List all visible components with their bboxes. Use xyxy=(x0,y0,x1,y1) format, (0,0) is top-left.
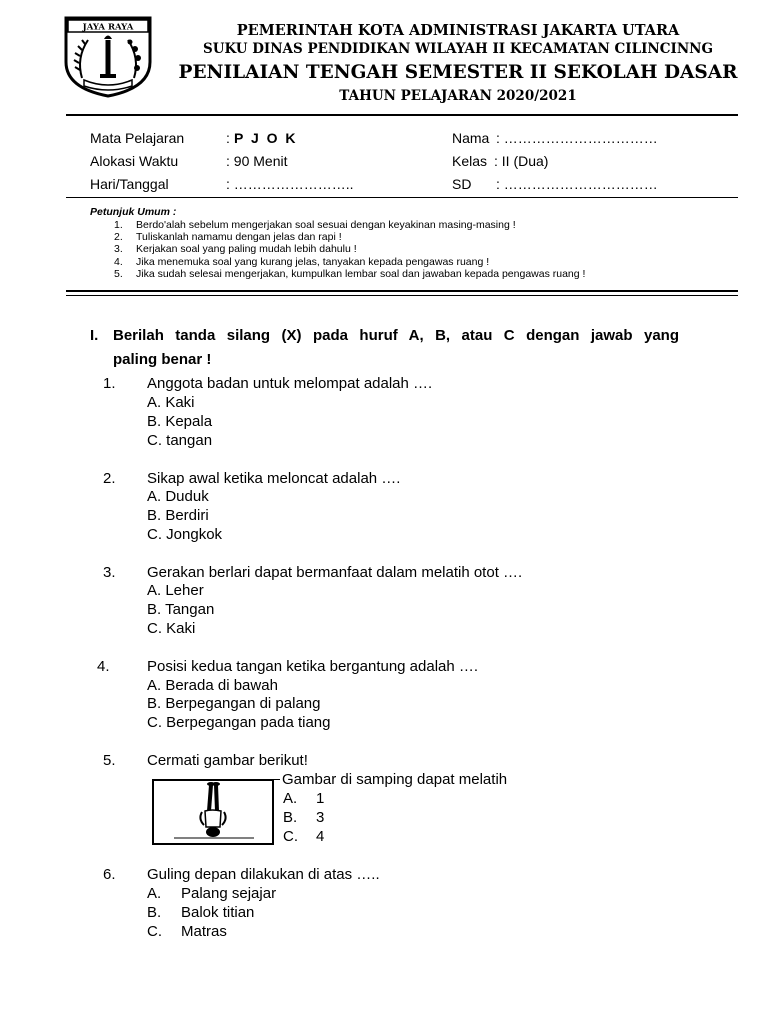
instructions-divider-top xyxy=(66,290,738,292)
time-value: : 90 Menit xyxy=(226,153,288,169)
instructions-divider-bottom xyxy=(66,295,738,296)
instruction-num: 4. xyxy=(114,256,123,268)
question-number: 1. xyxy=(103,375,116,392)
shoulder-stand-illustration xyxy=(152,779,274,845)
instruction-num: 3. xyxy=(114,243,123,255)
answer-option-value[interactable]: 4 xyxy=(316,828,325,845)
question-number: 2. xyxy=(103,470,116,487)
header-divider xyxy=(66,114,738,116)
answer-option[interactable]: C. xyxy=(147,923,162,940)
instruction-text: Tuliskanlah namamu dengan jelas dan rapi ! xyxy=(136,231,342,243)
name-label: Nama xyxy=(452,130,490,146)
answer-option-value[interactable]: Matras xyxy=(181,923,227,940)
answer-option[interactable]: A. Berada di bawah xyxy=(147,677,278,694)
header-agency-line: SUKU DINAS PENDIDIKAN WILAYAH II KECAMATAN CILINCINNG xyxy=(202,41,714,57)
instruction-num: 2. xyxy=(114,231,123,243)
answer-option[interactable]: A. Duduk xyxy=(147,488,209,505)
answer-option-value[interactable]: 3 xyxy=(316,809,325,826)
answer-option[interactable]: A. xyxy=(283,790,298,807)
subject-colon: : xyxy=(226,130,230,146)
section-instruction: Berilah tanda silang (X) pada huruf A, B, atau C dengan jawab yang xyxy=(113,327,679,344)
answer-option[interactable]: B. Kepala xyxy=(147,413,213,430)
question-text: Gerakan berlari dapat bermanfaat dalam melatih otot …. xyxy=(147,564,523,581)
answer-option[interactable]: A. Kaki xyxy=(147,394,195,411)
answer-option[interactable]: C. Kaki xyxy=(147,620,196,637)
school-label: SD xyxy=(452,176,472,192)
school-field[interactable]: : …………………………… xyxy=(496,176,658,192)
info-divider xyxy=(66,197,738,198)
exam-title: PENILAIAN TENGAH SEMESTER II SEKOLAH DASAR xyxy=(178,62,738,83)
instruction-text: Berdo'alah sebelum mengerjakan soal sesuai dengan keyakinan masing-masing ! xyxy=(136,219,516,231)
instruction-text: Jika sudah selesai mengerjakan, kumpulkan lembar soal dan jawaban kepada pengawas ruang ! xyxy=(136,268,586,280)
connector-line xyxy=(266,779,280,780)
answer-option[interactable]: B. Berdiri xyxy=(147,507,209,524)
answer-option[interactable]: C. Jongkok xyxy=(147,526,223,543)
answer-option-value[interactable]: 1 xyxy=(316,790,325,807)
question-text: Cermati gambar berikut! xyxy=(147,752,308,769)
day-label: Hari/Tanggal xyxy=(90,176,169,192)
question-number: 4. xyxy=(97,658,110,675)
question-number: 3. xyxy=(103,564,116,581)
section-instruction-cont: paling benar ! xyxy=(113,351,212,368)
subject-label: Mata Pelajaran xyxy=(90,130,185,146)
question-text: Guling depan dilakukan di atas ….. xyxy=(147,866,380,883)
question-number: 6. xyxy=(103,866,116,883)
answer-option[interactable]: B. Tangan xyxy=(147,601,215,618)
answer-option[interactable]: C. xyxy=(283,828,298,845)
class-value: : II (Dua) xyxy=(494,153,549,169)
day-field[interactable]: : …………………….. xyxy=(226,176,354,192)
answer-option[interactable]: B. xyxy=(283,809,298,826)
instruction-num: 5. xyxy=(114,268,123,280)
question-text: Anggota badan untuk melompat adalah …. xyxy=(147,375,433,392)
instructions-title: Petunjuk Umum : xyxy=(90,206,177,218)
answer-option[interactable]: B. xyxy=(147,904,162,921)
time-label: Alokasi Waktu xyxy=(90,153,179,169)
subject-value: P J O K xyxy=(234,130,298,146)
answer-option[interactable]: C. Berpegangan pada tiang xyxy=(147,714,331,731)
name-field[interactable]: : …………………………… xyxy=(496,130,658,146)
answer-option[interactable]: B. Berpegangan di palang xyxy=(147,695,321,712)
svg-text:JAYA RAYA: JAYA RAYA xyxy=(82,22,134,33)
class-label: Kelas xyxy=(452,153,488,169)
answer-option[interactable]: A. Leher xyxy=(147,582,204,599)
instruction-text: Kerjakan soal yang paling mudah lebih dahulu ! xyxy=(136,243,357,255)
question-text: Posisi kedua tangan ketika bergantung adalah …. xyxy=(147,658,479,675)
answer-option[interactable]: A. xyxy=(147,885,162,902)
answer-option-value[interactable]: Palang sejajar xyxy=(181,885,277,902)
instruction-text: Jika menemuka soal yang kurang jelas, tanyakan kepada pengawas ruang ! xyxy=(136,256,490,268)
academic-year: TAHUN PELAJARAN 2020/2021 xyxy=(339,88,577,104)
answer-option-value[interactable]: Balok titian xyxy=(181,904,255,921)
answer-option[interactable]: C. tangan xyxy=(147,432,213,449)
jakarta-emblem-logo xyxy=(62,14,154,98)
section-number: I. xyxy=(90,327,99,344)
header-government-line: PEMERINTAH KOTA ADMINISTRASI JAKARTA UTARA xyxy=(236,22,680,39)
question-side-text: Gambar di samping dapat melatih xyxy=(282,771,508,788)
instruction-num: 1. xyxy=(114,219,123,231)
question-text: Sikap awal ketika meloncat adalah …. xyxy=(147,470,401,487)
question-number: 5. xyxy=(103,752,116,769)
